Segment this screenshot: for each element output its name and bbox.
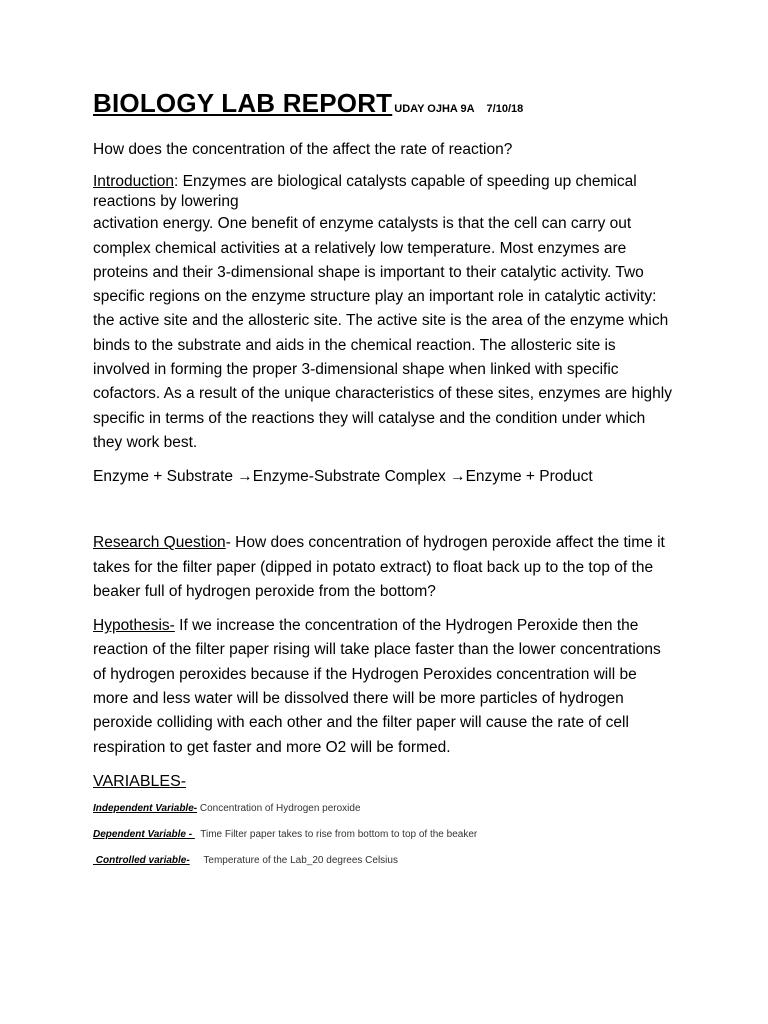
research-question-label: Research Question xyxy=(93,534,226,552)
author-name: UDAY OJHA 9A xyxy=(394,103,475,115)
title-row xyxy=(93,88,673,124)
variable-row-dependent xyxy=(93,828,673,841)
hypothesis-text: If we increase the concentration of the Hydrogen Peroxide then the reaction of the filter paper rising will take place faster than the lower concentrations of hydrogen peroxides because if the Hydrogen Peroxides concentration will be more and less water will be dissolved there will be more particles of hydrogen peroxide colliding with each other and the filter paper will cause the rate of cell respiration to get faster and more O2 will be formed. xyxy=(93,617,661,756)
introduction-first-line xyxy=(93,172,673,212)
variables-heading: VARIABLES- xyxy=(93,772,187,790)
research-question-text: - How does concentration of hydrogen peroxide affect the time it takes for the filter paper (dipped in potato extract) to float back up to the top of the beaker full of hydrogen peroxide from the bottom? xyxy=(93,534,665,600)
hypothesis-label: Hypothesis- xyxy=(93,617,175,635)
reaction-equation: Enzyme + Substrate →Enzyme-Substrate Complex →Enzyme + Product xyxy=(93,468,593,486)
variable-row-controlled xyxy=(93,854,673,867)
report-title: BIOLOGY LAB REPORT xyxy=(93,88,393,118)
introduction-body: activation energy. One benefit of enzyme catalysts is that the cell can carry out complex chemical activities at a relatively low temperature. Most enzymes are proteins and their 3-dimensional shape is important to their catalytic activity. Two specific regions on the enzyme structure play an important role in catalytic activity: the active site and the allosteric site. The active site is the area of the enzyme which binds to the substrate and aids in the chemical reaction. The allosteric site is involved in forming the proper 3-dimensional shape when linked with specific cofactors. As a result of the unique characteristics of these sites, enzymes are highly specific in terms of the reactions they will catalyse and the condition under which they work best. xyxy=(93,215,672,451)
research-question-paragraph xyxy=(93,531,673,604)
controlled-variable-label: Controlled variable- xyxy=(93,854,190,866)
independent-variable-value: Concentration of Hydrogen peroxide xyxy=(197,802,361,814)
variable-row-independent xyxy=(93,802,673,815)
hypothesis-paragraph xyxy=(93,614,673,760)
introduction-first-text: : Enzymes are biological catalysts capable of speeding up chemical reactions by lowering xyxy=(93,173,637,211)
question-text: How does the concentration of the affect the rate of reaction? xyxy=(93,141,513,158)
independent-variable-label: Independent Variable- xyxy=(93,802,198,814)
report-date: 7/10/18 xyxy=(486,103,524,115)
document-page xyxy=(93,88,673,880)
dependent-variable-label: Dependent Variable - xyxy=(93,828,195,840)
controlled-variable-value: Temperature of the Lab_20 degrees Celsius xyxy=(189,854,398,866)
introduction-label: Introduction xyxy=(93,173,174,191)
dependent-variable-value: Time Filter paper takes to rise from bottom to top of the beaker xyxy=(194,828,478,840)
